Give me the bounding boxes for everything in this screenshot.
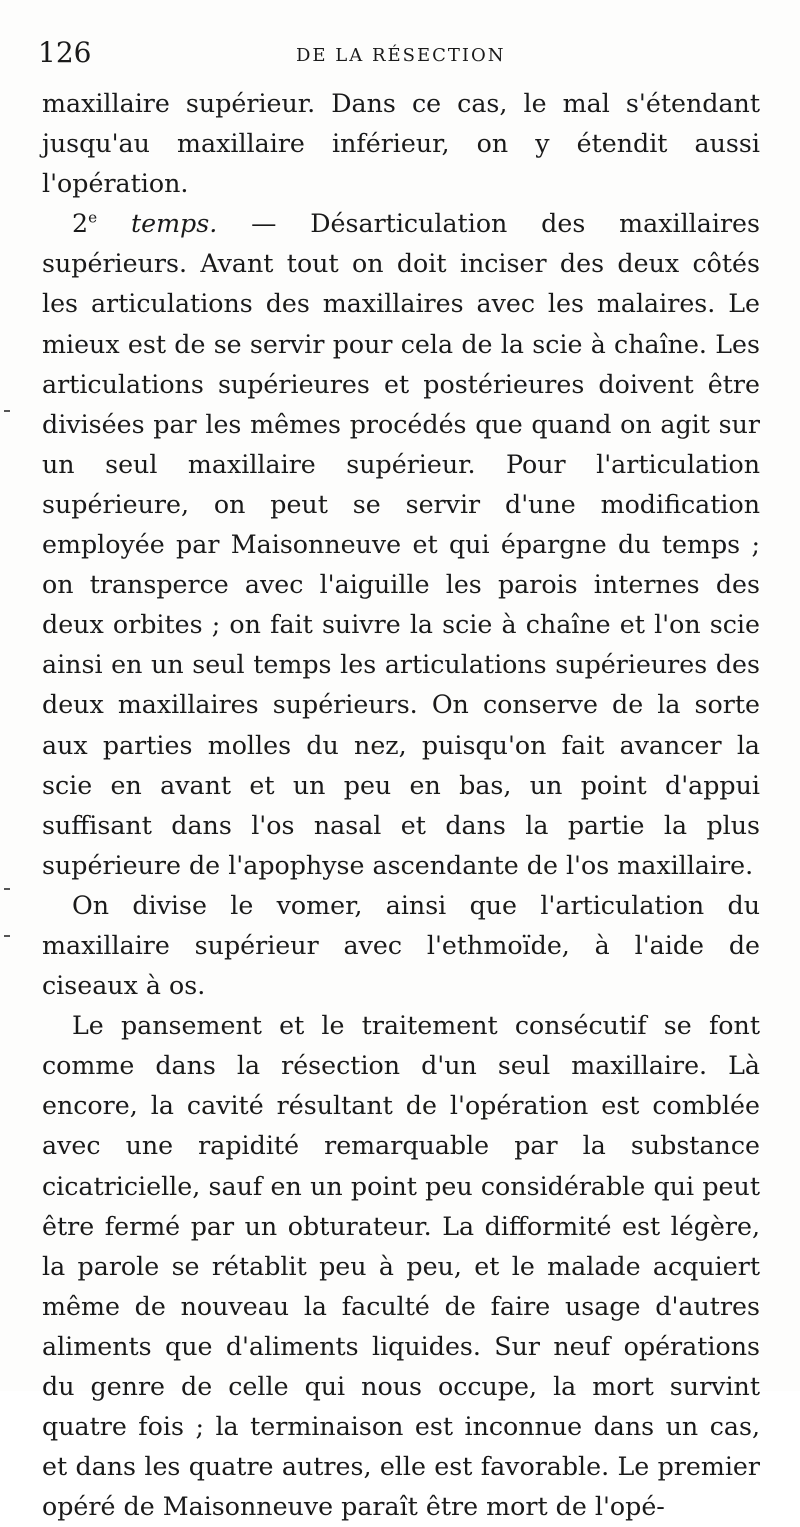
running-title: DE LA RÉSECTION xyxy=(296,45,506,66)
page-number: 126 xyxy=(38,36,92,69)
page-header xyxy=(38,36,758,72)
step-ordinal: 2 xyxy=(72,209,89,239)
paragraph-pansement xyxy=(42,1006,760,1527)
margin-mark xyxy=(4,888,10,890)
margin-mark xyxy=(4,410,10,412)
paragraph-text: maxillaire supérieur. Dans ce cas, le mal s'étendant jusqu'au maxillaire inférieur, on y étendit aussi l'opération. xyxy=(42,89,760,199)
paragraph-text: — Désarticulation des maxillaires supérieurs. Avant tout on doit inciser des deux côtés les articulations des maxillaires avec les malaires. Le mieux est de se servir pour cela de la scie à chaîne. Les articulations supérieures et postérieures doivent être divisées par les mêmes procédés que quand on agit sur un seul maxillaire supérieur. Pour l'articulation supérieure, on peut se servir d'une modification employée par Maisonneuve et qui épargne du temps ; on transperce avec l'aiguille les parois internes des deux orbites ; on fait suivre la scie à chaîne et l'on scie ainsi en un seul temps les articulations supérieures des deux maxillaires supérieurs. On conserve de la sorte aux parties molles du nez, puisqu'on fait avancer la scie en avant et un peu en bas, un point d'appui suffisant dans l'os nasal et dans la partie la plus supérieure de l'apophyse ascendante de l'os maxillaire. xyxy=(42,209,760,880)
paragraph-vomer xyxy=(42,886,760,1006)
body-text xyxy=(42,84,760,1527)
paragraph-continuation xyxy=(42,84,760,204)
paragraph-text: Le pansement et le traitement consécutif se font comme dans la résection d'un seul maxillaire. Là encore, la cavité résultant de l'opération est comblée avec une rapidité remarquable par la substance cicatricielle, sauf en un point peu considérable qui peut être fermé par un obturateur. La difformité est légère, la parole se rétablit peu à peu, et le malade acquiert même de nouveau la faculté de faire usage d'autres aliments que d'aliments liquides. Sur neuf opérations du genre de celle qui nous occupe, la mort survint quatre fois ; la terminaison est inconnue dans un cas, et dans les quatre autres, elle est favorable. Le premier opéré de Maisonneuve paraît être mort de l'opé- xyxy=(42,1011,760,1522)
margin-mark xyxy=(4,935,10,937)
paragraph-text: On divise le vomer, ainsi que l'articulation du maxillaire supérieur avec l'ethmoïde, à l'aide de ciseaux à os. xyxy=(42,890,760,1001)
step-ordinal-suffix: e xyxy=(88,208,98,227)
paragraph-second-step xyxy=(42,204,760,886)
step-label: temps. xyxy=(130,209,218,239)
